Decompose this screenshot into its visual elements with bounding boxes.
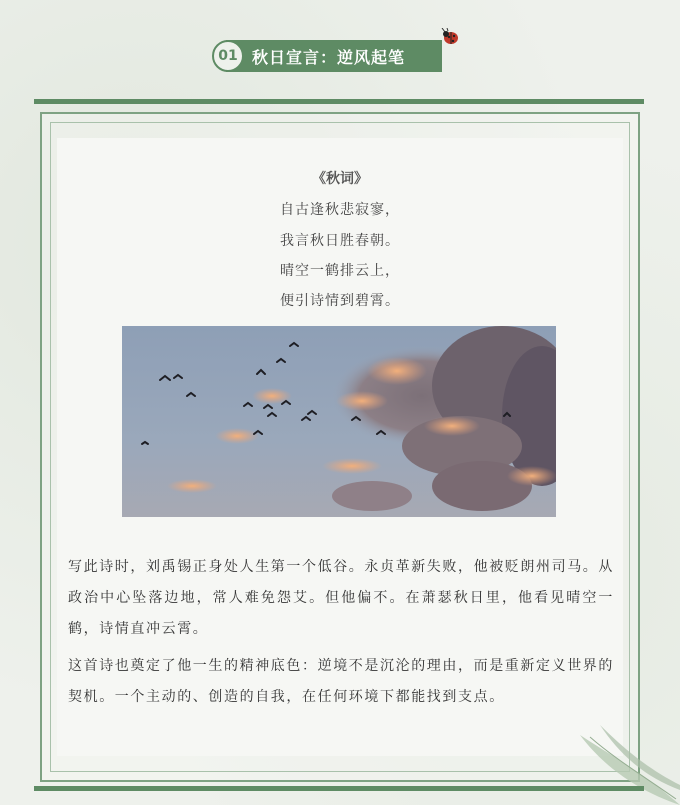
section-header	[212, 38, 442, 74]
bottom-divider	[34, 786, 644, 791]
leaf-decoration	[570, 725, 680, 805]
birds-sunset-photo	[122, 326, 556, 517]
poem-line: 晴空一鹤排云上，	[280, 263, 400, 279]
poem-title: 《秋词》	[312, 171, 368, 187]
body-paragraph: 写此诗时，刘禹锡正身处人生第一个低谷。永贞革新失败，他被贬朗州司马。从政治中心坠落边地，常人难免怨艾。但他偏不。在萧瑟秋日里，他看见晴空一鹤，诗情直冲云霄。	[68, 559, 614, 637]
body-paragraph: 这首诗也奠定了他一生的精神底色：逆境不是沉沦的理由，而是重新定义世界的契机。一个主动的、创造的自我，在任何环境下都能找到支点。	[68, 658, 614, 705]
section-number-badge: 01	[212, 40, 244, 72]
top-divider	[34, 99, 644, 104]
poem-line: 我言秋日胜春朝。	[280, 233, 400, 249]
poem-line: 自古逢秋悲寂寥，	[280, 202, 400, 218]
section-title: 秋日宣言：逆风起笔	[252, 47, 406, 67]
ladybug-icon	[441, 28, 461, 46]
poem-line: 便引诗情到碧霄。	[280, 293, 400, 309]
